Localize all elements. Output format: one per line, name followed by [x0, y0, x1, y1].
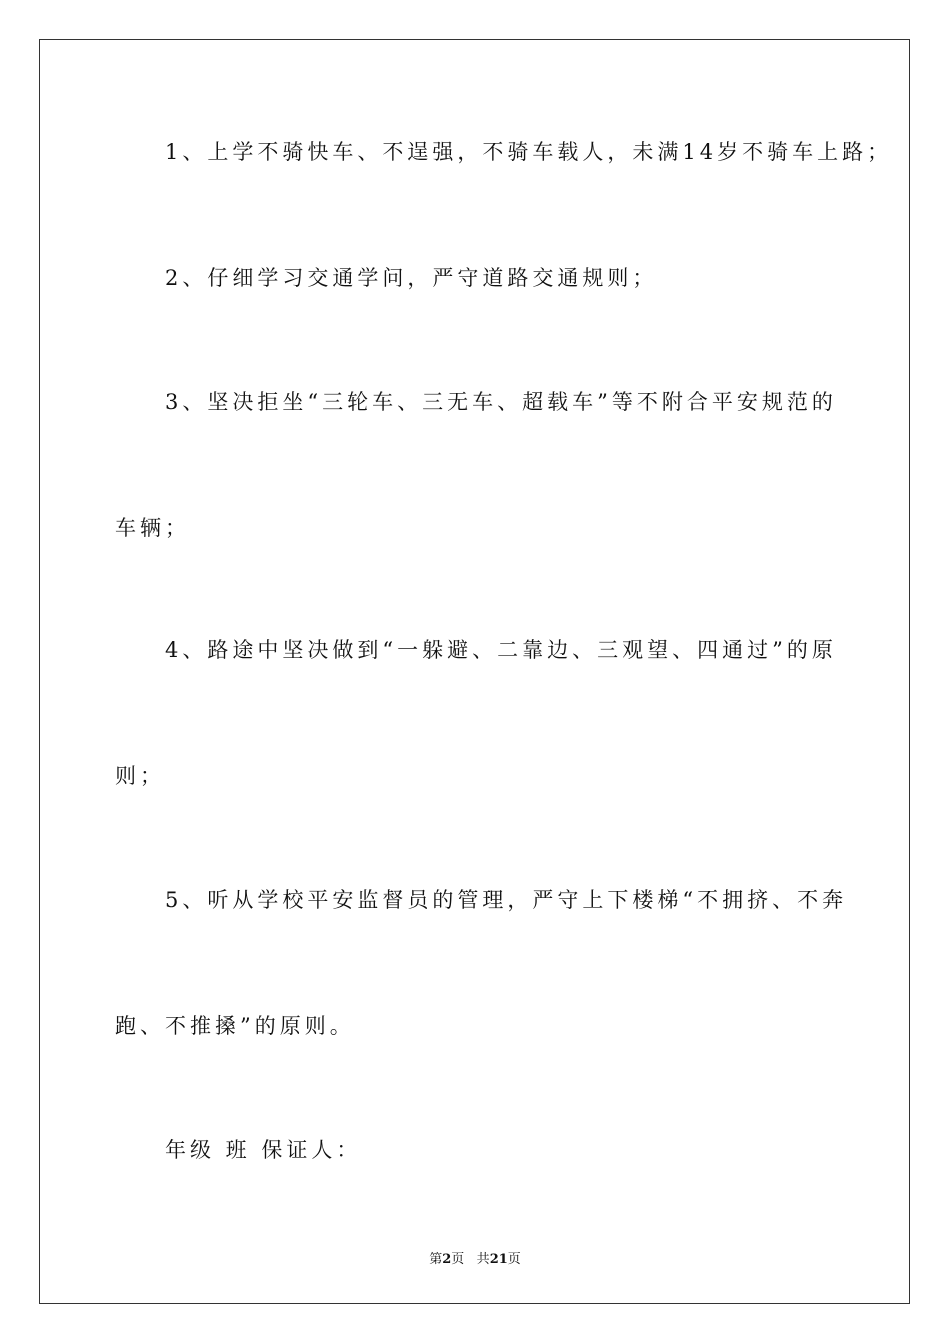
- rule-3-line-2: 车辆；: [115, 516, 190, 540]
- rule-1-line: 1、上学不骑快车、不逞强，不骑车载人，未满14岁不骑车上路；: [115, 140, 893, 164]
- total-prefix: 共: [476, 1252, 490, 1267]
- signature-line: 年级 班 保证人：: [115, 1138, 362, 1162]
- rule-4-line-1: 4、路途中坚决做到“一躲避、二靠边、三观望、四通过”的原: [115, 638, 837, 662]
- page-prefix: 第: [429, 1252, 443, 1267]
- page-footer: [0, 1248, 950, 1267]
- rule-3-line-1: 3、坚决拒坐“三轮车、三无车、超载车”等不附合平安规范的: [115, 390, 837, 414]
- rule-5-line-1: 5、听从学校平安监督员的管理，严守上下楼梯“不拥挤、不奔: [115, 888, 848, 912]
- total-suffix: 页: [507, 1252, 521, 1267]
- rule-2-line: 2、仔细学习交通学问，严守道路交通规则；: [115, 266, 658, 290]
- page-suffix: 页: [451, 1252, 465, 1267]
- page-frame: [39, 39, 910, 1304]
- page-total: 21: [489, 1252, 508, 1267]
- rule-5-line-2: 跑、不推搡”的原则。: [115, 1014, 355, 1038]
- page-current: 2: [442, 1252, 452, 1267]
- rule-4-line-2: 则；: [115, 764, 165, 788]
